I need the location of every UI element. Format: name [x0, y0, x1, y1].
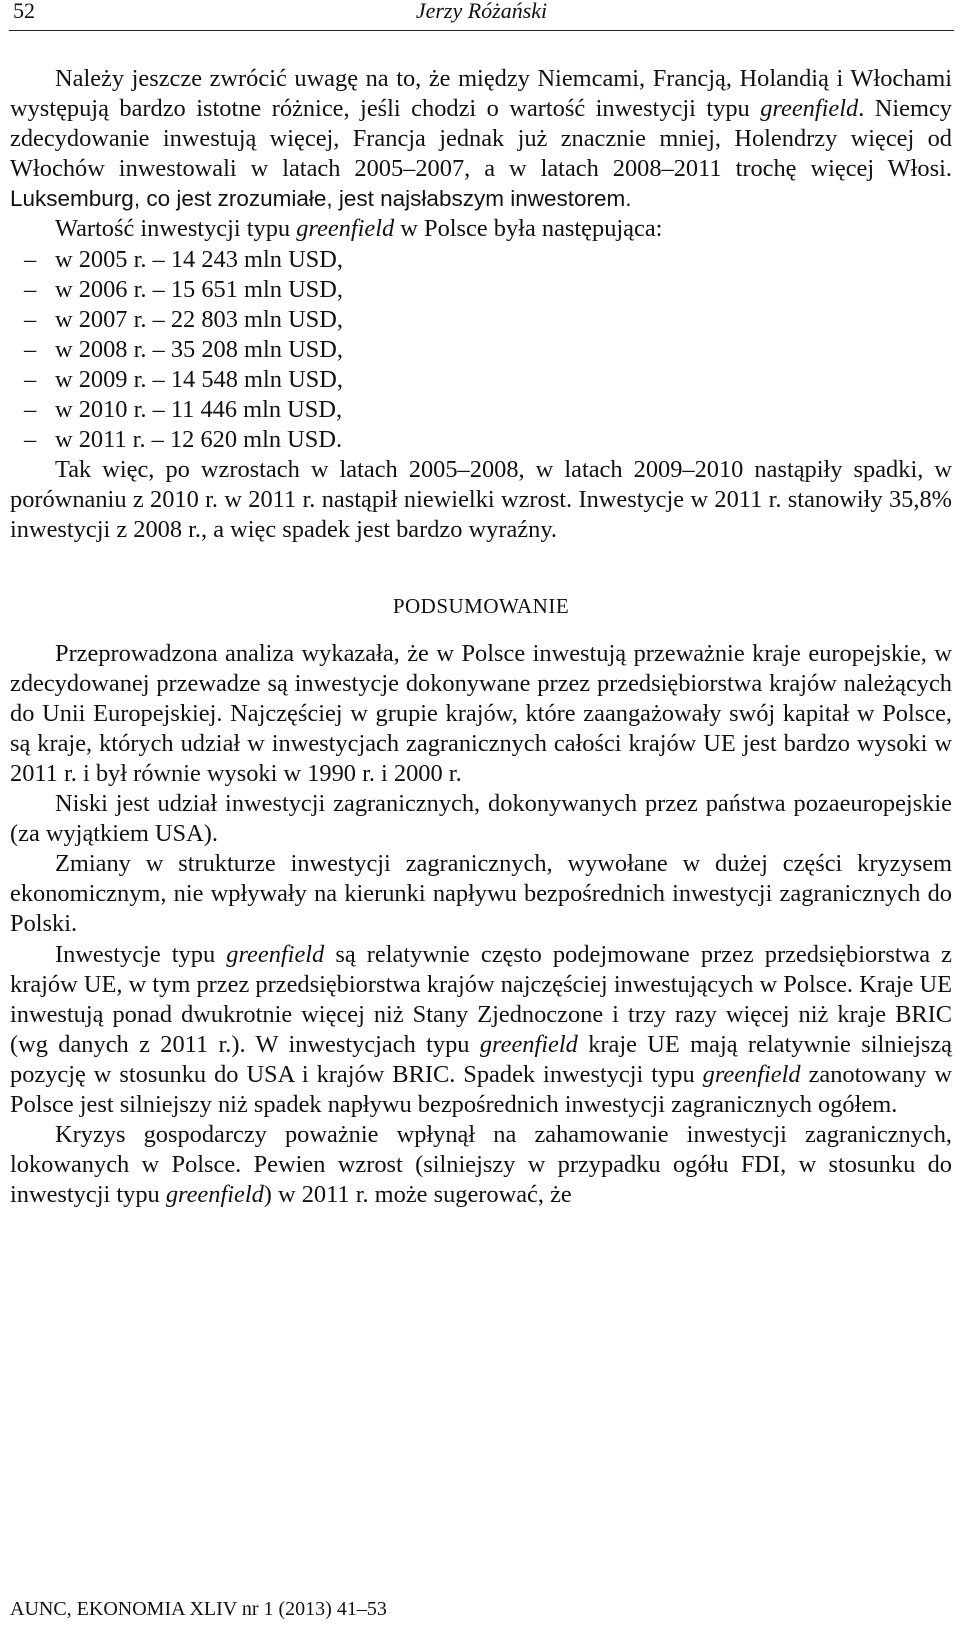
paragraph-summary-5 [10, 1120, 952, 1210]
text-run: kraje UE mają relatywnie silniejszą pozycję w stosunku do USA i krajów BRIC. Spadek inwestycji typu [10, 1030, 952, 1088]
list-item-text: w 2011 r. – 12 620 mln USD. [55, 426, 343, 454]
text-run: w Polsce była następująca: [394, 215, 663, 243]
list-item-text: w 2006 r. – 15 651 mln USD, [55, 275, 343, 303]
dash-bullet: – [24, 365, 37, 393]
paragraph-list-conclusion: Tak więc, po wzrostach w latach 2005–2008, w latach 2009–2010 nastąpiły spadki, w porównaniu z 2010 r. w 2011 r. nastąpił niewielki wzrost. Inwestycje w 2011 r. stanowiły 35,8% inwestycji z 2008 r., a więc spadek jest bardzo wyraźny. [10, 456, 952, 544]
italic-term: greenfield [760, 95, 859, 123]
list-item [10, 365, 952, 395]
text-run: ) w 2011 r. może sugerować, że [263, 1181, 572, 1209]
paragraph-summary-1: Przeprowadzona analiza wykazała, że w Polsce inwestują przeważnie kraje europejskie, w zdecydowanej przewadze są inwestycje dokonywane przez przedsiębiorstwa krajów należących do Unii Europejskiej. Najczęściej w grupie krajów, które zaangażowały swój kapitał w Polsce, są kraje, których udział w inwestycjach zagranicznych całości krajów UE jest bardzo wysoki w 2011 r. i był równie wysoki w 1990 r. i 2000 r. [10, 639, 952, 787]
paragraph-list-intro [10, 214, 952, 244]
paragraph-summary-2: Niski jest udział inwestycji zagranicznych, dokonywanych przez państwa pozaeuropejskie (za wyjątkiem USA). [10, 790, 952, 848]
text-run: zanotowany w Polsce jest silniejszy niż spadek napływu bezpośrednich inwestycji zagranicznych ogółem. [10, 1060, 953, 1118]
list-item [10, 395, 952, 425]
text-run: . Niemcy zdecydowanie inwestują więcej, Francja jednak już znacznie mniej, Holendrzy więcej od Włochów inwestowali w latach 2005–2007, a w latach 2008–2011 trochę więcej Włosi. [10, 95, 952, 183]
dash-bullet: – [24, 275, 37, 303]
page-number: 52 [13, 0, 35, 23]
list-item-text: w 2008 r. – 35 208 mln USD, [55, 335, 343, 363]
text-run: Należy jeszcze zwrócić uwagę na to, że między Niemcami, Francją, Holandią i Włochami występują bardzo istotne różnice, jeśli chodzi o wartość inwestycji typu [10, 65, 952, 123]
list-item-text: w 2009 r. – 14 548 mln USD, [55, 365, 343, 393]
list-item-text: w 2007 r. – 22 803 mln USD, [55, 305, 343, 333]
paragraph-summary-3: Zmiany w strukturze inwestycji zagranicznych, wywołane w dużej części kryzysem ekonomicznym, nie wpływały na kierunki napływu bezpośrednich inwestycji zagranicznych do Polski. [10, 850, 952, 938]
paragraph-summary-4 [10, 940, 952, 1121]
body-text [10, 64, 952, 1210]
list-item [10, 245, 952, 275]
investment-list [10, 245, 952, 456]
dash-bullet: – [24, 305, 37, 333]
list-item-text: w 2010 r. – 11 446 mln USD, [55, 396, 343, 424]
italic-term: greenfield [165, 1181, 264, 1209]
list-item [10, 425, 952, 455]
text-run-sans: Luksemburg, co jest zrozumiałe, jest najsłabszym inwestorem. [10, 186, 632, 212]
italic-term: greenfield [226, 940, 325, 968]
list-item [10, 335, 952, 365]
dash-bullet: – [24, 396, 37, 424]
list-item [10, 305, 952, 335]
paragraph-intro [10, 64, 952, 214]
running-header [9, 0, 954, 31]
list-item [10, 275, 952, 305]
italic-term: greenfield [296, 215, 395, 243]
section-title: PODSUMOWANIE [392, 593, 570, 618]
journal-citation-footer: AUNC, EKONOMIA XLIV nr 1 (2013) 41–53 [10, 1598, 387, 1620]
dash-bullet: – [24, 426, 37, 454]
dash-bullet: – [24, 335, 37, 363]
running-author: Jerzy Różański [415, 0, 548, 23]
text-run: Inwestycje typu [55, 940, 227, 968]
list-item-text: w 2005 r. – 14 243 mln USD, [55, 245, 343, 273]
text-run: Wartość inwestycji typu [55, 215, 297, 243]
text-run: Kryzys gospodarczy poważnie wpłynął na zahamowanie inwestycji zagranicznych, lokowanych w Polsce. Pewien wzrost (silniejszy w przypadku ogółu FDI, w stosunku do inwestycji typu [10, 1121, 952, 1209]
italic-term: greenfield [702, 1060, 801, 1088]
text-run: są relatywnie często podejmowane przez przedsiębiorstwa z krajów UE, w tym przez przedsiębiorstwa krajów najczęściej inwestujących w Polsce. Kraje UE inwestują ponad dwukrotnie więcej niż Stany Zjednoczone i trzy razy więcej niż kraje BRIC (wg danych z 2011 r.). W inwestycjach typu [10, 940, 952, 1058]
italic-term: greenfield [479, 1030, 578, 1058]
dash-bullet: – [24, 245, 37, 273]
